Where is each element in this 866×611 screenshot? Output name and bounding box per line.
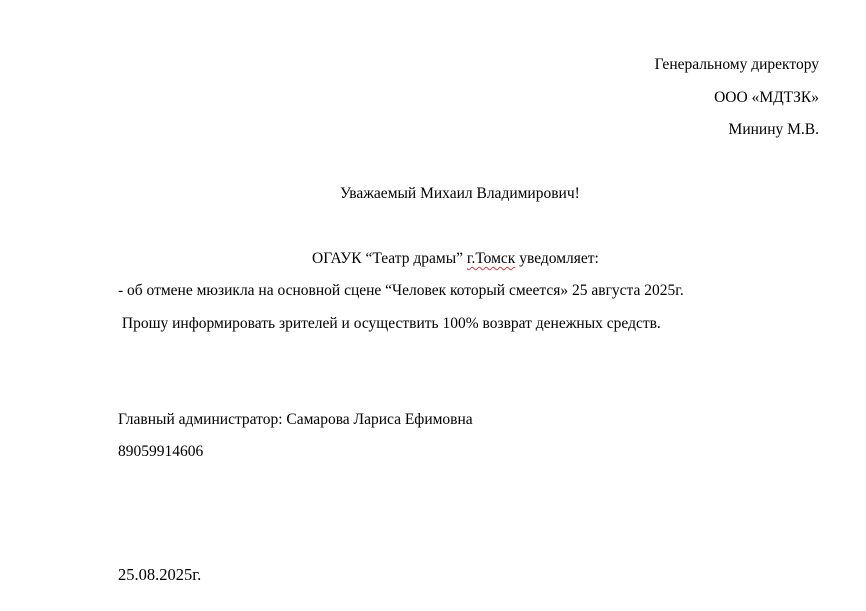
notice-org: ОГАУК “Театр драмы” [312,250,467,267]
document-date: 25.08.2025г. [118,565,202,584]
notice-city-misspelled: г.Томск [466,250,516,267]
addressee-line-2: ООО «МДТЗК» [714,89,819,106]
body-request: Прошу информировать зрителей и осуществить 100% возврат денежных средств. [118,315,661,332]
body-item-cancellation: - об отмене мюзикла на основной сцене “Человек который смеется» 25 августа 2025г. [118,282,684,299]
signature-role-name: Главный администратор: Самарова Лариса Ефимовна [118,411,473,428]
notice-verb: уведомляет: [515,250,599,267]
addressee-line-1[interactable] [0,55,819,75]
signature-phone: 89059914606 [118,443,204,460]
greeting: Уважаемый Михаил Владимирович! [340,185,580,202]
notice-line [312,249,599,269]
addressee-line-3: Минину М.В. [728,121,819,138]
addressee-title: Генеральному директору [654,56,819,73]
